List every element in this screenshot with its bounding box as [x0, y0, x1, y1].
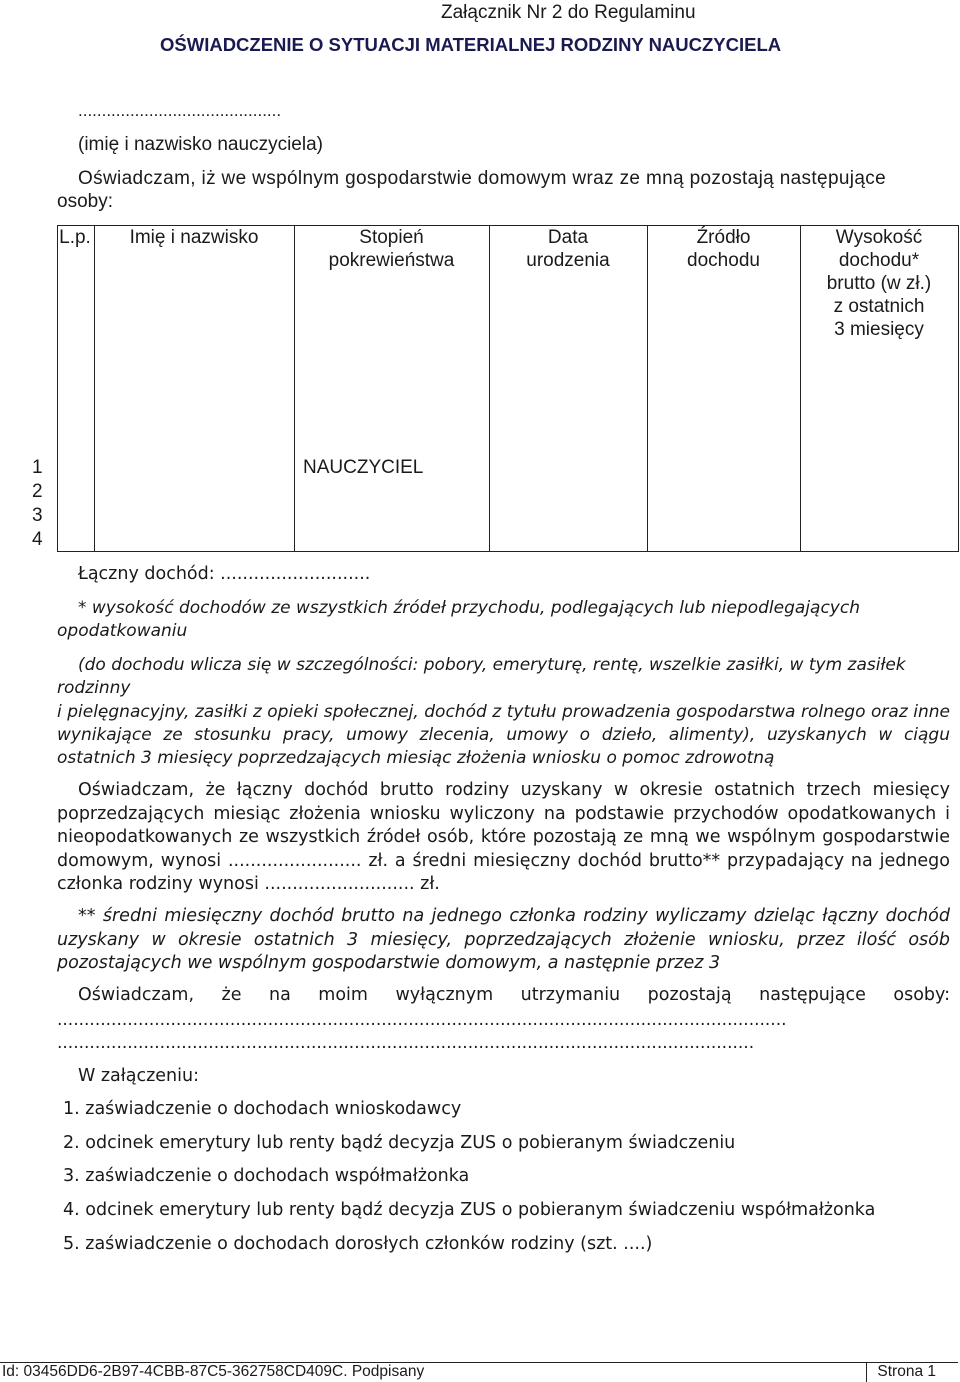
attachment-item: 1. zaświadczenie o dochodach wnioskodawcy [63, 1099, 462, 1119]
attachment-item: 2. odcinek emerytury lub renty bądź decyzja ZUS o pobieranym świadczeniu [63, 1133, 736, 1153]
footnote-income-line-2: opodatkowaniu [57, 621, 188, 641]
row-number: 3 [32, 505, 43, 526]
dependents-dots-2: ................................................................................................................................. [57, 1033, 755, 1053]
attachments-label: W załączeniu: [78, 1066, 199, 1086]
dependents-dots-1: ....................................................................................................................................... [57, 1010, 787, 1030]
footnote-average-income: ** średni miesięczny dochód brutto na jednego członka rodziny wyliczamy dzieląc łączny dochód uzyskany w okresie ostatnich 3 miesięcy, poprzedzających złożenie wniosku, przez ilość osób pozostających we wspólnym gospodarstwie domowym, a następnie przez 3 [57, 906, 950, 973]
teacher-name-label: (imię i nazwisko nauczyciela) [78, 134, 323, 155]
row-number: 2 [32, 481, 43, 502]
footnote-income-detail-2: rodzinny [57, 678, 131, 698]
intro-line-2: osoby: [57, 191, 113, 212]
footnote-income-detail-1: (do dochodu wlicza się w szczególności: pobory, emeryturę, rentę, wszelkie zasiłki, w tym zasiłek [78, 655, 906, 675]
page-number: Strona 1 [877, 1363, 936, 1380]
intro-line-1: Oświadczam, iż we wspólnym gospodarstwie domowym wraz ze mną pozostają następujące [78, 168, 887, 189]
document-title: OŚWIADCZENIE O SYTUACJI MATERIALNEJ RODZINY NAUCZYCIELA [160, 34, 782, 55]
dependents-declaration: Oświadczam, że na moim wyłącznym utrzymaniu pozostają następujące osoby: [78, 985, 950, 1005]
attachment-item: 3. zaświadczenie o dochodach współmałżonka [63, 1166, 470, 1186]
teacher-name-dots: ........................................... [78, 101, 282, 120]
header-name: Imię i nazwisko [129, 227, 259, 248]
header-relation: Stopień pokrewieństwa [328, 227, 455, 271]
row-number: 1 [32, 457, 43, 478]
header-birth-date: Data urodzenia [526, 227, 610, 271]
household-members-table [0, 0, 960, 560]
header-income-source: Źródło dochodu [687, 227, 760, 271]
footnote-income-detail-3: i pielęgnacyjny, zasiłki z opieki społecznej, dochód z tytułu prowadzenia gospodarstwa rolnego oraz inne wynikające ze stosunku pracy, umowy zlecenia, umowy o dzieło, alimenty), uzyskanych w ciągu ostatnich 3 miesięcy poprzedzających miesiąc złożenia wniosku o pomoc zdrowotną [57, 702, 950, 768]
page-footer [0, 1362, 958, 1382]
income-declaration: Oświadczam, że łączny dochód brutto rodziny uzyskany w okresie ostatnich trzech miesięcy poprzedzających miesiąc złożenia wniosku wyliczony na podstawie przychodów opodatkowanych i nieopodatkowanych ze wszystkich źródeł osób, które pozostają ze mną we wspólnym gospodarstwie domowym, wynosi ........................ zł. a średni miesięczny dochód brutto** przypadający na jednego członka rodziny wynosi ........................... zł. [57, 780, 950, 894]
row-relation: NAUCZYCIEL [303, 457, 424, 478]
header-lp: L.p. [59, 227, 91, 248]
attachment-item: 4. odcinek emerytury lub renty bądź decyzja ZUS o pobieranym świadczeniu współmałżonka [63, 1200, 876, 1220]
footnote-income-line-1: * wysokość dochodów ze wszystkich źródeł przychodu, podlegających lub niepodlegających [78, 598, 860, 618]
attachment-item: 5. zaświadczenie o dochodach dorosłych członków rodziny (szt. ....) [63, 1234, 653, 1254]
attachment-label: Załącznik Nr 2 do Regulaminu [441, 2, 696, 23]
total-income: Łączny dochód: ........................... [78, 564, 371, 584]
header-income-amount: Wysokość dochodu* brutto (w zł.) z ostatnich 3 miesięcy [826, 227, 932, 340]
row-number: 4 [32, 529, 43, 550]
document-id: Id: 03456DD6-2B97-4CBB-87C5-362758CD409C. Podpisany [2, 1363, 425, 1380]
